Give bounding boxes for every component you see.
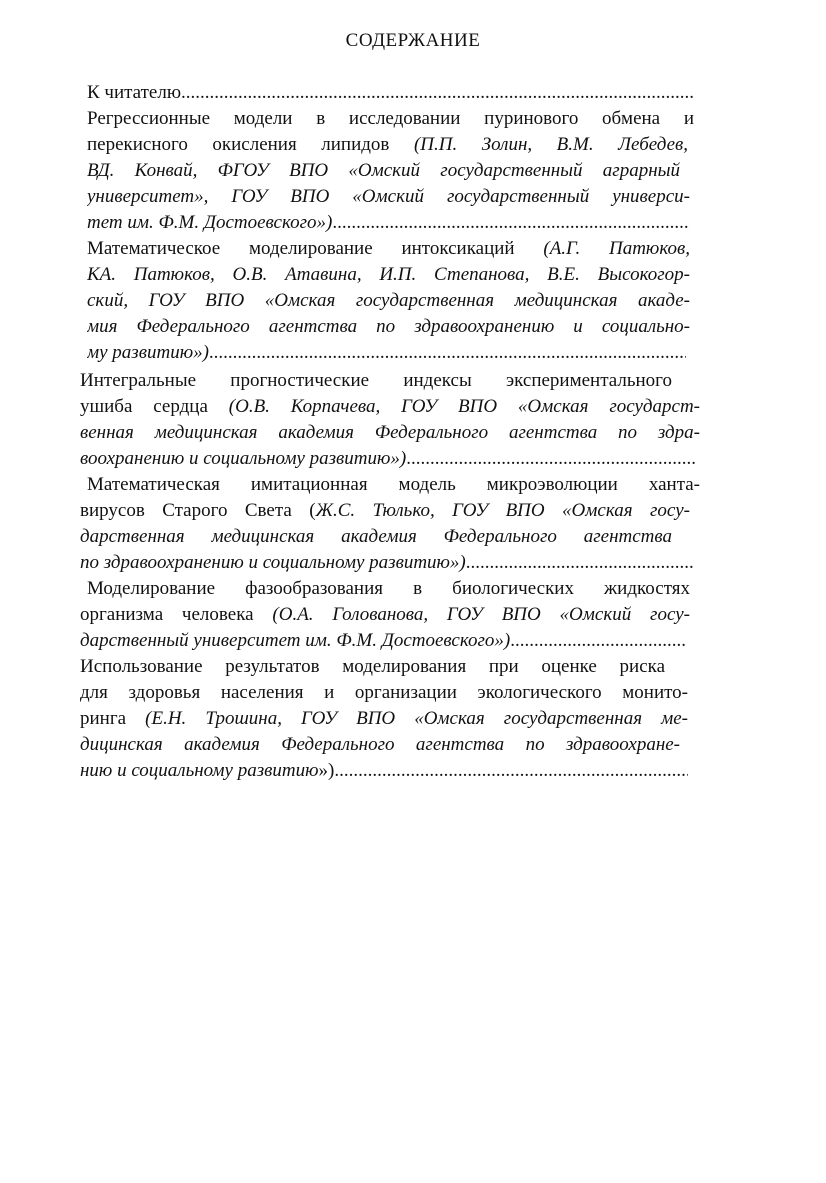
dot-leader xyxy=(181,80,695,106)
toc-line xyxy=(80,654,665,680)
toc-authors-text: дицинская академия Федерального агентства по здравоохране- xyxy=(80,734,680,755)
toc-entry-end-line xyxy=(80,550,693,576)
toc-entry-end-line xyxy=(80,628,686,654)
toc-title-text: Математическое моделирование интоксикаций xyxy=(87,238,544,259)
dot-leader xyxy=(332,210,690,236)
dot-leader xyxy=(466,550,693,576)
toc-entry-end-line xyxy=(87,80,695,106)
toc-line xyxy=(87,576,690,602)
toc-line xyxy=(80,420,700,446)
toc-line xyxy=(87,184,690,210)
toc-title-text: Математическая имитационная модель микроэволюции ханта- xyxy=(87,474,700,495)
toc-line xyxy=(80,706,688,732)
page-title: СОДЕРЖАНИЕ xyxy=(345,30,481,51)
toc-title-text: организма человека xyxy=(80,604,273,625)
dot-leader xyxy=(510,628,686,654)
toc-line xyxy=(80,524,672,550)
toc-title-text: Интегральные прогностические индексы экспериментального xyxy=(80,370,672,391)
toc-title-text: Моделирование фазообразования в биологических жидкостях xyxy=(87,578,690,599)
toc-authors-text: (А.Г. Патюков, xyxy=(543,238,690,259)
toc-line xyxy=(87,236,690,262)
toc-authors-text: (О.В. Корпачева, ГОУ ВПО «Омская государст- xyxy=(228,396,700,417)
toc-line xyxy=(80,732,680,758)
toc-authors-text: нию и социальному развитию xyxy=(80,760,319,781)
toc-title-text: Регрессионные модели в исследовании пуринового обмена и xyxy=(87,108,694,129)
toc-authors-text: ВД. Конвай, ФГОУ ВПО «Омский государственный аграрный xyxy=(87,160,680,181)
toc-line xyxy=(87,288,690,314)
toc-authors-text: (Е.Н. Трошина, ГОУ ВПО «Омская государственная ме- xyxy=(145,708,688,729)
toc-authors-text: дарственный университет им. Ф.М. Достоевского») xyxy=(80,630,511,651)
toc-authors-text: Ж.С. Тюлько, ГОУ ВПО «Омская госу- xyxy=(315,500,690,521)
toc-authors-text: КА. Патюков, О.В. Атавина, И.П. Степанова, В.Е. Высокогор- xyxy=(87,264,690,285)
toc-title-text: ушиба сердца xyxy=(80,396,229,417)
toc-authors-text: по здравоохранению и социальному развитию») xyxy=(80,552,466,573)
toc-title-text: ринга xyxy=(80,708,146,729)
toc-authors-text: университет», ГОУ ВПО «Омский государственный универси- xyxy=(87,186,690,207)
toc-entry-end-line xyxy=(87,340,686,366)
toc-authors-text: му развитию») xyxy=(87,342,209,363)
toc-entry-end-line xyxy=(80,758,688,784)
toc-authors-text: воохранению и социальному развитию») xyxy=(80,448,407,469)
toc-authors-text: мия Федерального агентства по здравоохранению и социально- xyxy=(87,316,690,337)
toc-title-text: вирусов Старого Света ( xyxy=(80,500,316,521)
dot-leader xyxy=(209,340,686,366)
toc-line xyxy=(87,106,694,132)
toc-title-text: Использование результатов моделирования при оценке риска xyxy=(80,656,665,677)
toc-line xyxy=(80,394,700,420)
toc-authors-text: (П.П. Золин, В.М. Лебедев, xyxy=(413,134,688,155)
toc-line xyxy=(80,680,688,706)
toc-line xyxy=(87,472,700,498)
toc-title-text: перекисного окисления липидов xyxy=(87,134,414,155)
toc-line xyxy=(87,158,680,184)
toc-authors-text: дарственная медицинская академия Федерального агентства xyxy=(80,526,672,547)
toc-line xyxy=(80,498,690,524)
toc-authors-text: венная медицинская академия Федерального агентства по здра- xyxy=(80,422,700,443)
toc-line xyxy=(80,368,672,394)
toc-line xyxy=(87,132,688,158)
toc-authors-text: (О.А. Голованова, ГОУ ВПО «Омский госу- xyxy=(272,604,690,625)
toc-line xyxy=(87,262,690,288)
toc-authors-text: тет им. Ф.М. Достоевского») xyxy=(87,212,333,233)
toc-authors-text: ский, ГОУ ВПО «Омская государственная медицинская акаде- xyxy=(87,290,690,311)
toc-title-text: ») xyxy=(318,760,335,781)
toc-entry-end-line xyxy=(80,446,695,472)
dot-leader xyxy=(334,758,688,784)
toc-line xyxy=(87,314,690,340)
dot-leader xyxy=(406,446,695,472)
toc-title-text: К читателю xyxy=(87,82,182,103)
toc-title-text: для здоровья населения и организации экологического монито- xyxy=(80,682,688,703)
toc-entry-end-line xyxy=(87,210,690,236)
toc-line xyxy=(80,602,690,628)
